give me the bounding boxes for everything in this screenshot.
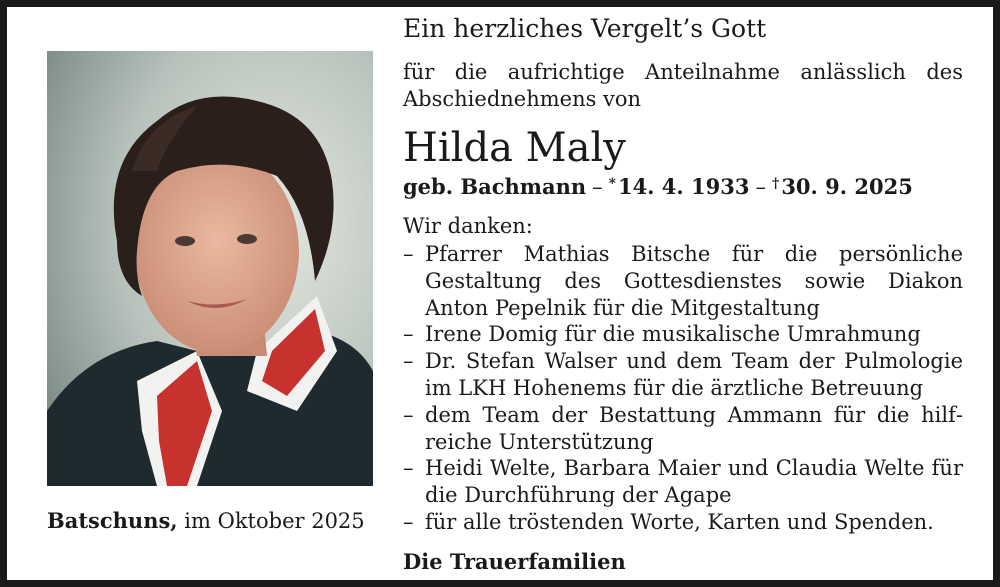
birth-date: 14. 4. 1933	[617, 174, 750, 199]
thanks-item: – Pfarrer Mathias Bitsche für die persönliche Gestaltung des Gottesdienstes sowie Diakon Anton Pepelnik für die Mitgestaltung	[403, 241, 963, 321]
thanks-intro: Wir danken:	[403, 214, 533, 238]
separator: –	[592, 175, 603, 199]
death-date: 30. 9. 2025	[781, 174, 913, 199]
life-dates	[403, 174, 913, 199]
thanks-item: – für alle tröstenden Worte, Karten und Spenden.	[403, 509, 963, 536]
place: Batschuns,	[47, 508, 178, 533]
intro-text: für die aufrichtige Anteilnahme anlässlich des Abschiednehmens von	[403, 60, 963, 111]
thanks-list	[403, 241, 963, 536]
thanks-item: – dem Team der Bestattung Ammann für die hilfreiche Unterstützung	[403, 402, 963, 456]
thanks-item: – Dr. Stefan Walser und dem Team der Pulmologie im LKH Hohenems für die ärztliche Betreuung	[403, 348, 963, 402]
deceased-name: Hilda Maly	[403, 125, 626, 171]
thanks-item: – Heidi Welte, Barbara Maier und Claudia Welte für die Durchführung der Agape	[403, 455, 963, 509]
birth-symbol: *	[608, 176, 616, 192]
date: im Oktober 2025	[184, 509, 365, 533]
place-date-line	[47, 508, 365, 533]
separator: –	[755, 175, 766, 199]
signature: Die Trauerfamilien	[403, 549, 626, 574]
birth-name: geb. Bachmann	[403, 174, 587, 199]
death-symbol: †	[771, 176, 780, 192]
portrait-photo	[47, 51, 373, 486]
heading: Ein herzliches Vergelt’s Gott	[403, 14, 767, 43]
thanks-item: – Irene Domig für die musikalische Umrahmung	[403, 321, 963, 348]
